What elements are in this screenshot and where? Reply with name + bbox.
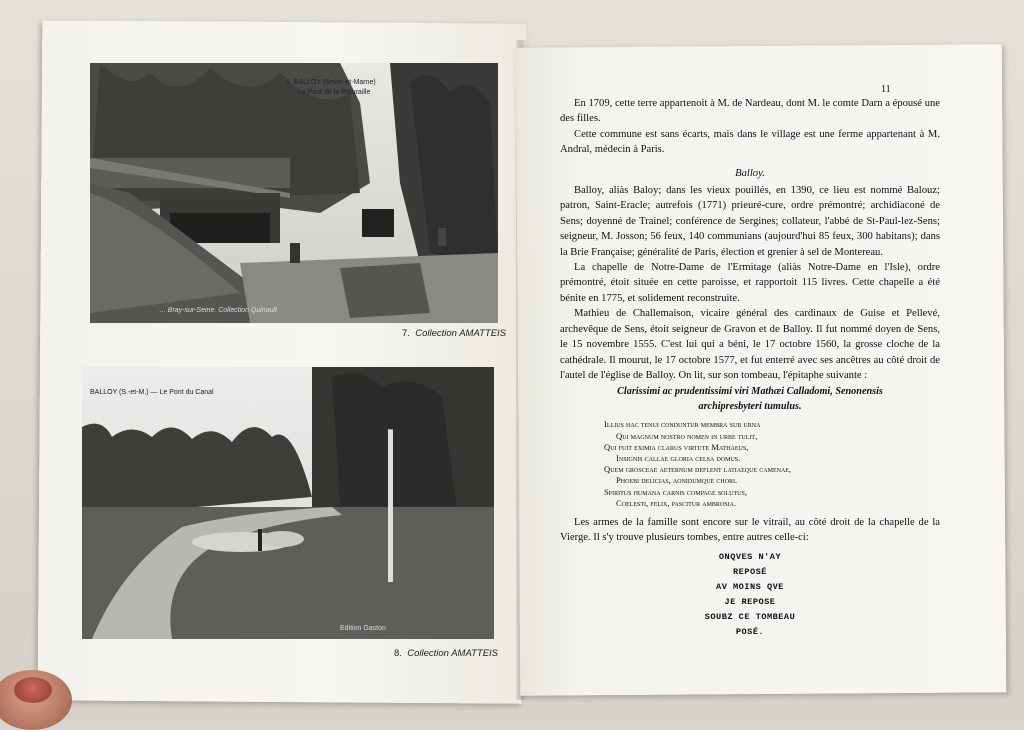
- inscription-line: JE REPOSE: [724, 596, 776, 607]
- verse-line: Illius hac tenui conduntur membra sub urna: [604, 419, 761, 430]
- inscription-line: POSÉ.: [735, 626, 765, 637]
- postcard-publisher: Edition Gaston: [340, 625, 386, 632]
- postcard-title: BALLOY (S.-et-M.) — Le Pont du Canal: [90, 389, 214, 396]
- caption-number: 7.: [402, 328, 410, 339]
- caption-number: 8.: [394, 648, 402, 659]
- postcard-photo-road: [82, 367, 494, 639]
- paragraph: Balloy, aliàs Baloy; dans les vieux pouillés, en 1390, ce lieu est nommé Balouz; patron, Saint-Eracle; autrefois (1771) prieuré-cure, ordre prémontré; archidiaconé de Sens; doyenné de Trainel; conférence de Sergines; collateur, l'abbé de St-Paul-lez-Sens; seigneur, M. Josson; 56 feux, 140 communians (aujourd'hui 85 feux, 300 habitans); dans la Brie Française; généralité de Paris, élection et grenier à sel de Montereau.: [560, 185, 940, 258]
- verse-line: Phoebi delicias, aonidumque chori.: [616, 475, 738, 486]
- postcard-title: 1. BALLOY (Seine-et-Marne): [286, 79, 376, 86]
- verse-line: Qui fuit eximia clarus virtute Mathaeus,: [604, 441, 749, 452]
- paragraph: Cette commune est sans écarts, mais dans le village est une ferme appartenant à M. Andral, médecin à Paris.: [560, 128, 940, 156]
- inscription-line: AV MOINS QVE: [716, 581, 784, 592]
- caption-text: Collection AMATTEIS: [407, 648, 499, 659]
- postcard-subtitle: Le Pont de la Paturaille: [298, 89, 371, 96]
- paragraph: En 1709, cette terre appartenoit à M. de Nardeau, dont M. le comte Darn a épousé une des filles.: [560, 98, 940, 125]
- page-text: [560, 96, 940, 640]
- paragraph: Mathieu de Challemaison, vicaire général des cardinaux de Guise et Pellevé, archevêque de Sens, étoit seigneur de Gravon et de Balloy. Il fut nommé doyen de Sens, le 15 novembre 1555. C'est lui qui a béni, le 17 octobre 1560, la grosse cloche de la cathédrale. Il mourut, le 17 octobre 1577, et fut enterré avec ses ancêtres au côté droit de l'autel de l'église de Balloy. On lit, sur son tombeau, l'épitaphe suivante :: [560, 308, 940, 381]
- postcard-photo-bridge: [90, 63, 498, 323]
- thumbnail: [14, 677, 52, 703]
- page-number: 11: [881, 84, 891, 95]
- inscription-line: SOUBZ CE TOMBEAU: [704, 611, 796, 622]
- paragraph: Les armes de la famille sont encore sur le vitrail, au côté droit de la chapelle de la Vierge. Il s'y trouve plusieurs tombes, entre autres celle-ci:: [560, 516, 940, 544]
- verse-line: Quem grosceae aeternum deflent latiaeque camenae,: [604, 464, 792, 475]
- verse-line: Insignis callae gloria celsa domus.: [616, 452, 741, 463]
- verse-line: Spiritus humana carnis compage solutus,: [604, 486, 747, 497]
- epitaph-title: archipresbyteri tumulus.: [698, 401, 802, 413]
- caption-text: Collection AMATTEIS: [415, 328, 507, 339]
- tomb-inscription: [560, 550, 940, 640]
- photo-caption-7: [402, 328, 506, 339]
- inscription-line: REPOSÉ: [733, 566, 767, 577]
- inscription-line: ONQVES N'AY: [718, 551, 782, 562]
- verse-line: Coelesti, felix, pascitur ambrosia.: [616, 497, 737, 508]
- epitaph-verses: [560, 419, 940, 509]
- verse-line: Qui magnum nostro nomen in urbe tulit,: [616, 430, 758, 441]
- section-heading: Balloy.: [735, 167, 765, 179]
- photo-caption-8: [394, 648, 498, 659]
- postcard-publisher: ... Bray-sur-Seine. Collection Quinault: [160, 307, 277, 314]
- epitaph-title: Clarissimi ac prudentissimi viri Mathæi Calladomi, Senonensis: [617, 386, 883, 398]
- paragraph: La chapelle de Notre-Dame de l'Ermitage (aliàs Notre-Dame en l'Isle), ordre prémontré, étoit située en cette paroisse, et rapportoit 115 livres. Cette chapelle a été bénite en 1775, et solidement reconstruite.: [560, 262, 940, 304]
